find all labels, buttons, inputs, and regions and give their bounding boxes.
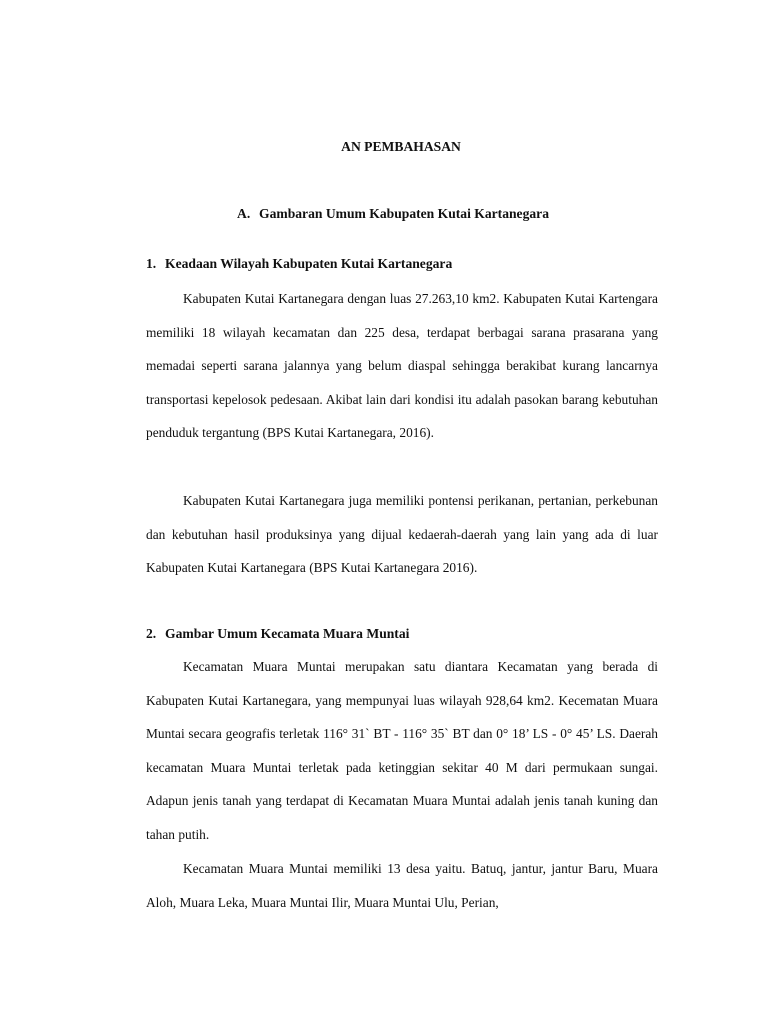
subsection-1-number: 1. (146, 256, 157, 271)
subsection-2-heading (146, 626, 409, 642)
section-a-heading-text: Gambaran Umum Kabupaten Kutai Kartanegara (259, 206, 550, 221)
subsection-1-heading-text: Keadaan Wilayah Kabupaten Kutai Kartanegara (165, 256, 453, 271)
paragraph: Kecamatan Muara Muntai merupakan satu diantara Kecamatan yang berada di Kabupaten Kutai Kartanegara, yang mempunyai luas wilayah 928,64 km2. Kecematan Muara Muntai secara geografis terletak 116° 31` BT - 116° 35` BT dan 0° 18’ LS - 0° 45’ LS. Daerah kecamatan Muara Muntai terletak pada ketinggian sekitar 40 M dari permukaan sungai. Adapun jenis tanah yang terdapat di Kecamatan Muara Muntai adalah jenis tanah kuning dan tahan putih. (146, 659, 658, 842)
paragraph: Kabupaten Kutai Kartanegara juga memiliki pontensi perikanan, pertanian, perkebunan dan kebutuhan hasil produksinya yang dijual kedaerah-daerah yang lain yang ada di luar Kabupaten Kutai Kartanegara (BPS Kutai Kartanegara 2016). (146, 493, 658, 576)
section-a-number: A. (237, 206, 251, 221)
paragraph: Kabupaten Kutai Kartanegara dengan luas 27.263,10 km2. Kabupaten Kutai Kartengara memiliki 18 wilayah kecamatan dan 225 desa, terdapat berbagai sarana prasarana yang memadai seperti sarana jalannya yang belum diaspal sehingga berakibat kurang lancarnya transportasi kepelosok pedesaan. Akibat lain dari kondisi itu adalah pasokan barang kebutuhan penduduk tergantung (BPS Kutai Kartanegara, 2016). (146, 291, 658, 441)
paragraph: Kecamatan Muara Muntai memiliki 13 desa yaitu. Batuq, jantur, jantur Baru, Muara Aloh, Muara Leka, Muara Muntai Ilir, Muara Muntai Ulu, Perian, (146, 861, 658, 910)
section-a-heading (237, 206, 549, 222)
subsection-2-number: 2. (146, 626, 157, 641)
chapter-title: AN PEMBAHASAN (341, 139, 461, 154)
subsection-2-heading-text: Gambar Umum Kecamata Muara Muntai (165, 626, 410, 641)
subsection-1-heading (146, 256, 452, 272)
